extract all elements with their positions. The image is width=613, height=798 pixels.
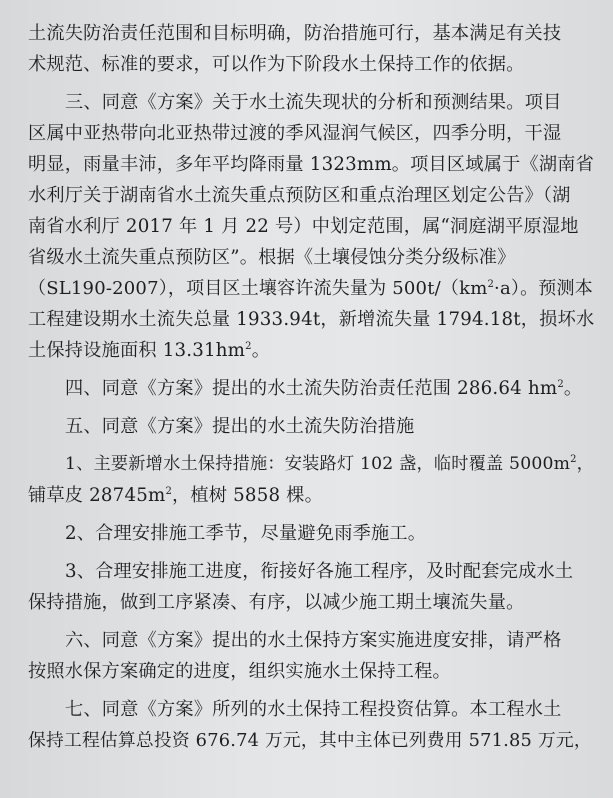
text-line: 工程建设期水土流失总量 1933.94t，新增流失量 1794.18t，损坏水 — [28, 309, 595, 330]
paragraph-gap — [28, 442, 598, 449]
text-line: 三、同意《方案》关于水土流失现状的分析和预测结果。项目 — [65, 92, 562, 113]
text-line: 明显，雨量丰沛，多年平均降雨量 1323mm。项目区域属于《湖南省 — [28, 154, 595, 175]
text-line: 七、同意《方案》所列的水土保持工程投资估算。本工程水土 — [65, 699, 562, 720]
paragraph-gap — [28, 80, 598, 87]
text-line: （SL190-2007），项目区土壤容许流失量为 $500t/(km^2\cdot a)$。预测本 — [28, 278, 593, 299]
paragraph-gap — [28, 618, 598, 625]
text-line: 术规范、标准的要求，可以作为下阶段水土保持工作的依据。 — [28, 54, 525, 75]
text-line: 3、合理安排施工进度，衔接好各施工程序，及时配套完成水土 — [65, 561, 574, 582]
text-line: 1、主要新增水土保持措施：安装路灯 102 盏，临时覆盖 $5000m^2$， — [65, 454, 595, 474]
text-line: 水利厅关于湖南省水土流失重点预防区和重点治理区划定公告》（湖 — [28, 185, 571, 206]
text-line: 区属中亚热带向北亚热带过渡的季风湿润气候区，四季分明，干湿 — [28, 123, 562, 144]
paragraph-gap — [28, 511, 598, 518]
text-line: 保持措施，做到工序紧凑、有序，以减少施工期土壤流失量。 — [28, 592, 525, 613]
paragraph-gap — [28, 549, 598, 556]
document-body — [28, 18, 598, 756]
text-line: 2、合理安排施工季节，尽量避免雨季施工。 — [65, 523, 427, 544]
text-line: 四、同意《方案》提出的水土流失防治责任范围 286.64 $hm^2$。 — [65, 378, 583, 399]
text-line: 土保持设施面积 $13.31hm^2$。 — [28, 340, 271, 361]
text-line: 省级水土流失重点预防区”。根据《土壤侵蚀分类分级标准》 — [28, 247, 516, 268]
text-line: 南省水利厅 2017 年 1 月 22 号）中划定范围，属“洞庭湖平原湿地 — [28, 216, 579, 237]
text-line: 按照水保方案确定的进度，组织实施水土保持工程。 — [28, 661, 451, 682]
text-line: 铺草皮 $28745m^2$，植树 5858 棵。 — [28, 485, 324, 506]
text-line: 五、同意《方案》提出的水土流失防治措施 — [65, 416, 415, 437]
text-line: 保持工程估算总投资 676.74 万元，其中主体已列费用 571.85 万元， — [28, 730, 592, 751]
paragraph-gap — [28, 404, 598, 411]
paragraph-gap — [28, 687, 598, 694]
text-line: 六、同意《方案》提出的水土保持方案实施进度安排，请严格 — [65, 630, 562, 651]
paragraph-gap — [28, 366, 598, 373]
text-line: 土流失防治责任范围和目标明确，防治措施可行，基本满足有关技 — [28, 23, 562, 44]
